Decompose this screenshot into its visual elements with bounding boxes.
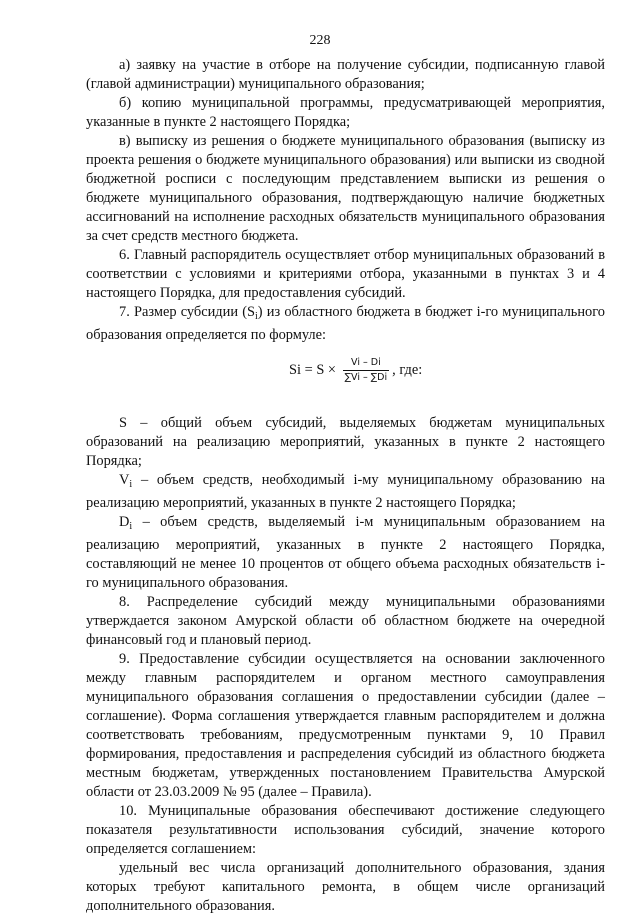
- paragraph-a: а) заявку на участие в отборе на получение субсидии, подписанную главой (главой администрации) муниципального образования;: [86, 57, 605, 92]
- paragraph-indicator: удельный вес числа организаций дополнительного образования, здания которых требуют капитального ремонта, в общем числе организаций дополнительного образования.: [86, 860, 605, 914]
- definition-d-text: – объем средств, выделяемый i-м муниципальным образованием на реализацию мероприятий, указанных в пункте 2 настоящего Порядка, составляющий не менее 10 процентов от общего объема расходных обязательств i-го муниципального образования.: [86, 514, 605, 591]
- definition-v-subscript: i: [129, 479, 133, 490]
- definition-d-subscript: i: [129, 521, 133, 532]
- document-body: [86, 56, 605, 916]
- definition-s: S – общий объем субсидий, выделяемых бюджетам муниципальных образований на реализацию мероприятий, указанных в пункте 2 настоящего Порядка;: [86, 415, 605, 469]
- paragraph-b: б) копию муниципальной программы, предусматривающей мероприятия, указанные в пункте 2 настоящего Порядка;: [86, 95, 605, 130]
- definition-d: [86, 513, 605, 593]
- paragraph-9: 9. Предоставление субсидии осуществляется на основании заключенного между главным распорядителем и органом местного самоуправления муниципального образования соглашения о предоставлении субсидии (далее – соглашение). Форма соглашения утверждается главным распорядителем и должна соответствовать требованиям, предусмотренным пунктами 9, 10 Правил формирования, предоставления и распределения субсидий из областного бюджета местным бюджетам, утвержденных постановлением Правительства Амурской области от 23.03.2009 № 95 (далее – Правила).: [86, 651, 605, 800]
- paragraph-7: [86, 303, 605, 345]
- paragraph-6: 6. Главный распорядитель осуществляет отбор муниципальных образований в соответствии с условиями и критериями отбора, указанными в пунктах 3 и 4 настоящего Порядка, для предоставления субсидий.: [86, 247, 605, 301]
- subsidy-formula: [86, 357, 605, 384]
- paragraph-7-subscript: i: [255, 311, 258, 322]
- definition-v: [86, 471, 605, 513]
- definition-d-letter: D: [119, 514, 130, 530]
- paragraph-c: в) выписку из решения о бюджете муниципального образования (выписку из проекта решения о бюджете муниципального образования) или выписки из сводной бюджетной росписи с последующим представлением выписки из решения о бюджете муниципального образования, подтверждающую наличие бюджетных ассигнований на исполнение расходных обязательств муниципального образования за счет средств местного бюджета.: [86, 133, 605, 244]
- definition-v-text: – объем средств, необходимый i-му муниципальному образованию на реализацию мероприятий, указанных в пункте 2 настоящего Порядка;: [86, 472, 605, 511]
- formula-lhs: Si = S ×: [289, 361, 337, 378]
- formula-suffix: , где:: [392, 361, 423, 378]
- paragraph-10: 10. Муниципальные образования обеспечивают достижение следующего показателя результативности использования субсидий, значение которого определяется соглашением:: [86, 803, 605, 857]
- paragraph-8: 8. Распределение субсидий между муниципальными образованиями утверждается законом Амурской области об областном бюджете на очередной финансовый год и плановый период.: [86, 594, 605, 648]
- formula-denominator: ∑Vi – ∑Di: [344, 372, 388, 383]
- formula-numerator: Vi – Di: [343, 357, 389, 371]
- definition-v-letter: V: [119, 472, 130, 488]
- paragraph-7-text: 7. Размер субсидии $(S_i)$ из областного бюджета в бюджет i-го муниципального образования определяется по формуле:: [86, 304, 605, 343]
- page-number: 228: [309, 33, 331, 48]
- formula-fraction: [343, 357, 389, 384]
